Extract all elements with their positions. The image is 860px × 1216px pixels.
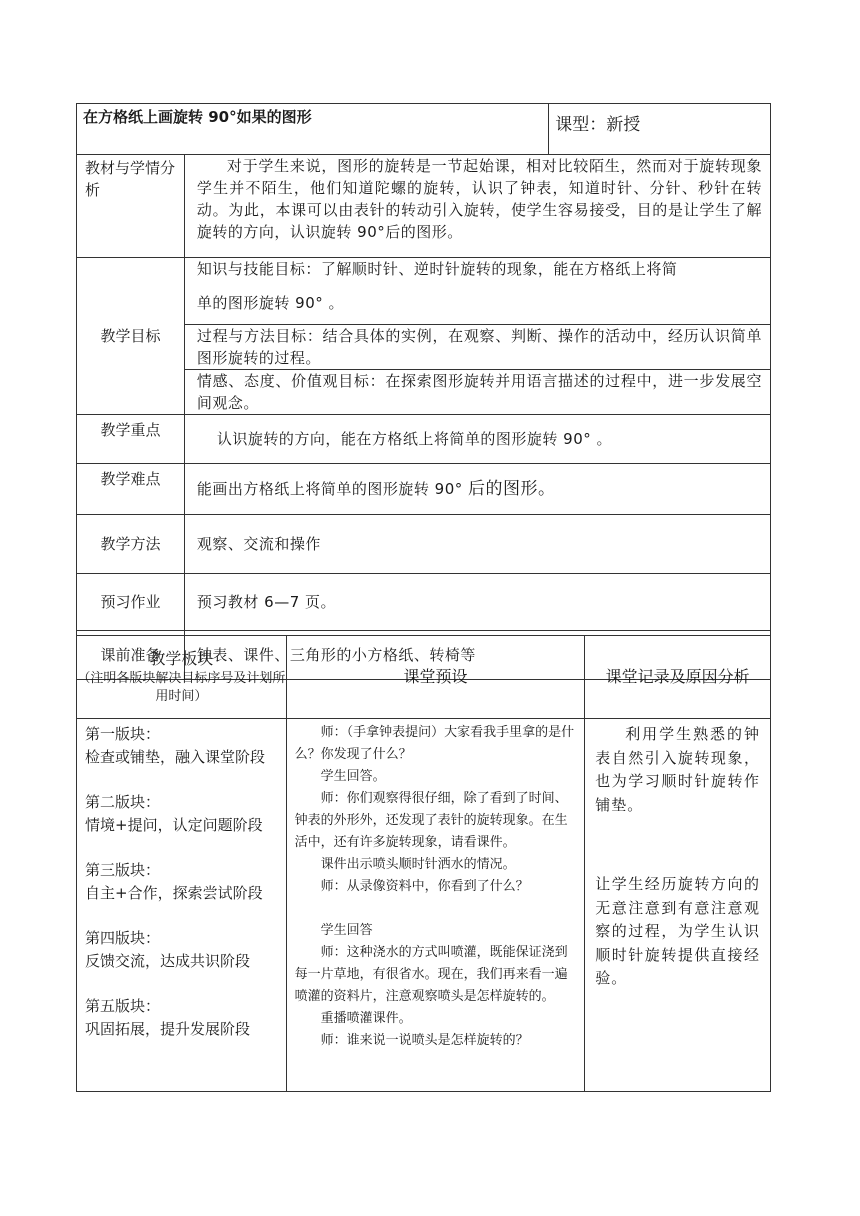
block-2-title: 第二版块： [85, 793, 161, 811]
plan-header-script: 课堂预设 [286, 636, 585, 719]
block-5-title: 第五版块： [85, 997, 161, 1015]
script-line: 师：这种浇水的方式叫喷灌，既能保证浇到每一片草地，有很省水。现在，我们再来看一遍喷灌的资料片，注意观察喷头是怎样旋转的。 [294, 945, 568, 1004]
goal-knowledge-line2: 单的图形旋转 90° 。 [196, 294, 345, 312]
preview-text: 预习教材 6—7 页。 [184, 574, 770, 631]
plan-notes [585, 719, 771, 1092]
script-line: 重播喷灌课件。 [320, 1011, 412, 1026]
preview-label: 预习作业 [77, 574, 185, 631]
analysis-text: 对于学生来说，图形的旋转是一节起始课，相对比较陌生，然而对于旋转现象学生并不陌生，他们知道陀螺的旋转，认识了钟表，知道时针、分针、秒针在转动。为此，本课可以由表针的转动引入旋转，使学生容易接受，目的是让学生了解旋转的方向，认识旋转 90°后的图形。 [184, 155, 770, 258]
script-line: 师：你们观察得很仔细，除了看到了时间、钟表的外形外，还发现了表针的旋转现象。在生活中，还有许多旋转现象，请看课件。 [294, 791, 568, 850]
analysis-label: 教材与学情分析 [77, 155, 185, 258]
goals-label: 教学目标 [77, 258, 185, 415]
note-1: 利用学生熟悉的钟表自然引入旋转现象，也为学习顺时针旋转作铺垫。 [595, 725, 760, 814]
goal-knowledge [184, 258, 770, 325]
script-line: 课件出示喷头顺时针洒水的情况。 [320, 857, 516, 872]
goal-emotion: 情感、态度、价值观目标：在探索图形旋转并用语言描述的过程中，进一步发展空间观念。 [184, 370, 770, 415]
prep-label: 课前准备 [77, 631, 185, 680]
lesson-type: 课型：新授 [549, 104, 771, 155]
plan-blocks [77, 719, 287, 1092]
method-label: 教学方法 [77, 515, 185, 574]
lesson-info-table [76, 103, 771, 680]
method-text: 观察、交流和操作 [184, 515, 770, 574]
script-line: 师：从录像资料中，你看到了什么？ [320, 879, 529, 894]
plan-header-blocks-note: （注明各版块解决目标序号及计划所用时间） [77, 671, 286, 704]
note-2: 让学生经历旋转方向的无意注意到有意注意观察的过程，为学生认识顺时针旋转提供直接经验。 [595, 875, 760, 987]
block-1-title: 第一版块： [85, 725, 161, 743]
script-line: 学生回答。 [320, 769, 386, 784]
block-3-title: 第三版块： [85, 861, 161, 879]
script-line: 师：（手拿钟表提问）大家看我手里拿的是什么？你发现了什么？ [294, 725, 575, 762]
difficulty-text-a: 能画出方格纸上将简单的图形旋转 90° [196, 480, 463, 498]
plan-header-notes: 课堂记录及原因分析 [585, 636, 771, 719]
block-4-title: 第四版块： [85, 929, 161, 947]
block-4-desc: 反馈交流，达成共识阶段 [85, 952, 251, 970]
plan-script [286, 719, 585, 1092]
script-line: 学生回答 [320, 923, 373, 938]
plan-header-blocks [77, 636, 287, 719]
difficulty-text [184, 464, 770, 515]
block-1-desc: 检查或铺垫，融入课堂阶段 [85, 748, 266, 766]
script-blank [295, 898, 577, 920]
key-label: 教学重点 [77, 415, 185, 464]
difficulty-text-b: 后的图形。 [468, 479, 556, 499]
block-5-desc: 巩固拓展，提升发展阶段 [85, 1020, 251, 1038]
block-2-desc: 情境+提问，认定问题阶段 [85, 816, 263, 834]
difficulty-label: 教学难点 [77, 464, 185, 515]
prep-text: 钟表、课件、三角形的小方格纸、转椅等 [184, 631, 770, 680]
goal-knowledge-line1: 知识与技能目标：了解顺时针、逆时针旋转的现象，能在方格纸上将简 [196, 260, 678, 278]
block-3-desc: 自主+合作，探索尝试阶段 [85, 884, 263, 902]
plan-header-blocks-title: 教学板块 [149, 649, 214, 668]
lesson-plan-table [76, 635, 771, 1092]
lesson-title: 在方格纸上画旋转 90°如果的图形 [77, 104, 549, 155]
script-line: 师：谁来说一说喷头是怎样旋转的？ [320, 1033, 529, 1048]
goal-process: 过程与方法目标：结合具体的实例，在观察、判断、操作的活动中，经历认识简单图形旋转的过程。 [184, 325, 770, 370]
key-text: 认识旋转的方向，能在方格纸上将简单的图形旋转 90° 。 [184, 415, 770, 464]
